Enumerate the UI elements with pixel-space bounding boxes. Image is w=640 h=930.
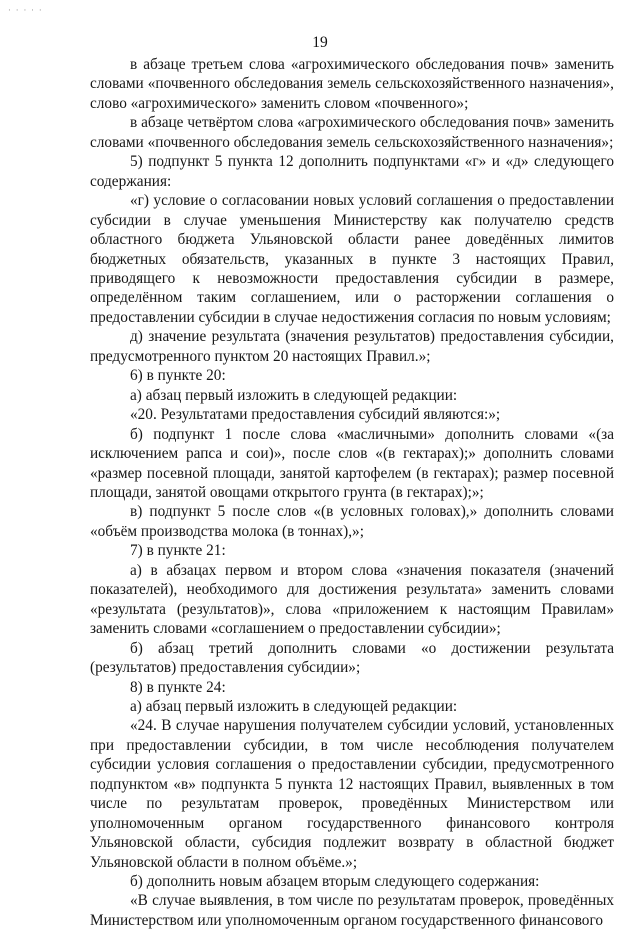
paragraph: «20. Результатами предоставления субсидий являются:»; — [130, 406, 501, 424]
paragraph: б) абзац третий дополнить словами «о достижении результата (результатов) предоставления субсидии»; — [90, 639, 614, 677]
paragraph: «г) условие о согласовании новых условий соглашения о предоставлении субсидии в случае уменьшения Министерству как получателю средств областного бюджета Ульяновской области ранее доведённых лимитов бюджетных обязательств, указанных в пункте 3 настоящих Правил, приводящего к невозможности предоставления субсидии в размере, определённом таким соглашением, или о расторжении соглашения о предоставлении субсидии в случае недостижения согласия по новым условиям; — [90, 192, 614, 326]
paragraph: а) в абзацах первом и втором слова «значения показателя (значений показателей), необходимого для достижения результата» заменить словами «результата (результатов)», слова «приложением к настоящим Правилам» заменить словами «соглашением о предоставлении субсидии»; — [90, 561, 614, 638]
paragraph: б) подпункт 1 после слова «масличными» дополнить словами «(за исключением рапса и сои)», после слов «(в гектарах);» дополнить словами «размер посевной площади, занятой картофелем (в гектарах); размер посевной площади, занятой овощами открытого грунта (в гектарах);»; — [90, 425, 614, 501]
paragraph: в абзаце четвёртом слова «агрохимического обследования почв» заменить словами «почвенного обследования земель сельскохозяйственного назначения»; — [90, 114, 614, 151]
paragraph: «24. В случае нарушения получателем субсидии условий, установленных при предоставлении субсидии, в том числе несоблюдения получателем субсидии условия соглашения о предоставлении субсидии, предусмотренного подпунктом «в» подпункта 5 пункта 12 настоящих Правил, выявленных в том числе по результатам проверок, проведённых Министерством или уполномоченным органом государственного финансового контроля Ульяновской области, субсидия подлежит возврату в областной бюджет Ульяновской области в полном объёме.»; — [90, 717, 614, 871]
page-number: 19 — [312, 34, 328, 51]
paragraph: д) значение результата (значения результатов) предоставления субсидии, предусмотренного пунктом 20 настоящих Правил.»; — [90, 328, 614, 365]
paragraph: в) подпункт 5 после слов «(в условных головах),» дополнить словами «объём производства молока (в тоннах),»; — [90, 503, 614, 540]
paragraph: б) дополнить новым абзацем вторым следующего содержания: — [130, 873, 540, 891]
paragraph: а) абзац первый изложить в следующей редакции: — [130, 697, 458, 715]
document-body — [90, 55, 614, 930]
paragraph: 7) в пункте 21: — [130, 542, 226, 560]
paragraph: в абзаце третьем слова «агрохимического обследования почв» заменить словами «почвенного обследования земель сельскохозяйственного назначения», слово «агрохимического» заменить словом «почвенного»; — [90, 56, 614, 112]
paragraph: а) абзац первый изложить в следующей редакции: — [130, 386, 458, 404]
paragraph: 8) в пункте 24: — [130, 678, 226, 696]
scan-artifact: · · · · · — [8, 6, 43, 16]
paragraph: 5) подпункт 5 пункта 12 дополнить подпунктами «г» и «д» следующего содержания: — [90, 153, 614, 190]
paragraph: 6) в пункте 20: — [130, 367, 226, 385]
paragraph: «В случае выявления, в том числе по результатам проверок, проведённых Министерством или уполномоченным органом государственного финансового — [90, 892, 614, 929]
